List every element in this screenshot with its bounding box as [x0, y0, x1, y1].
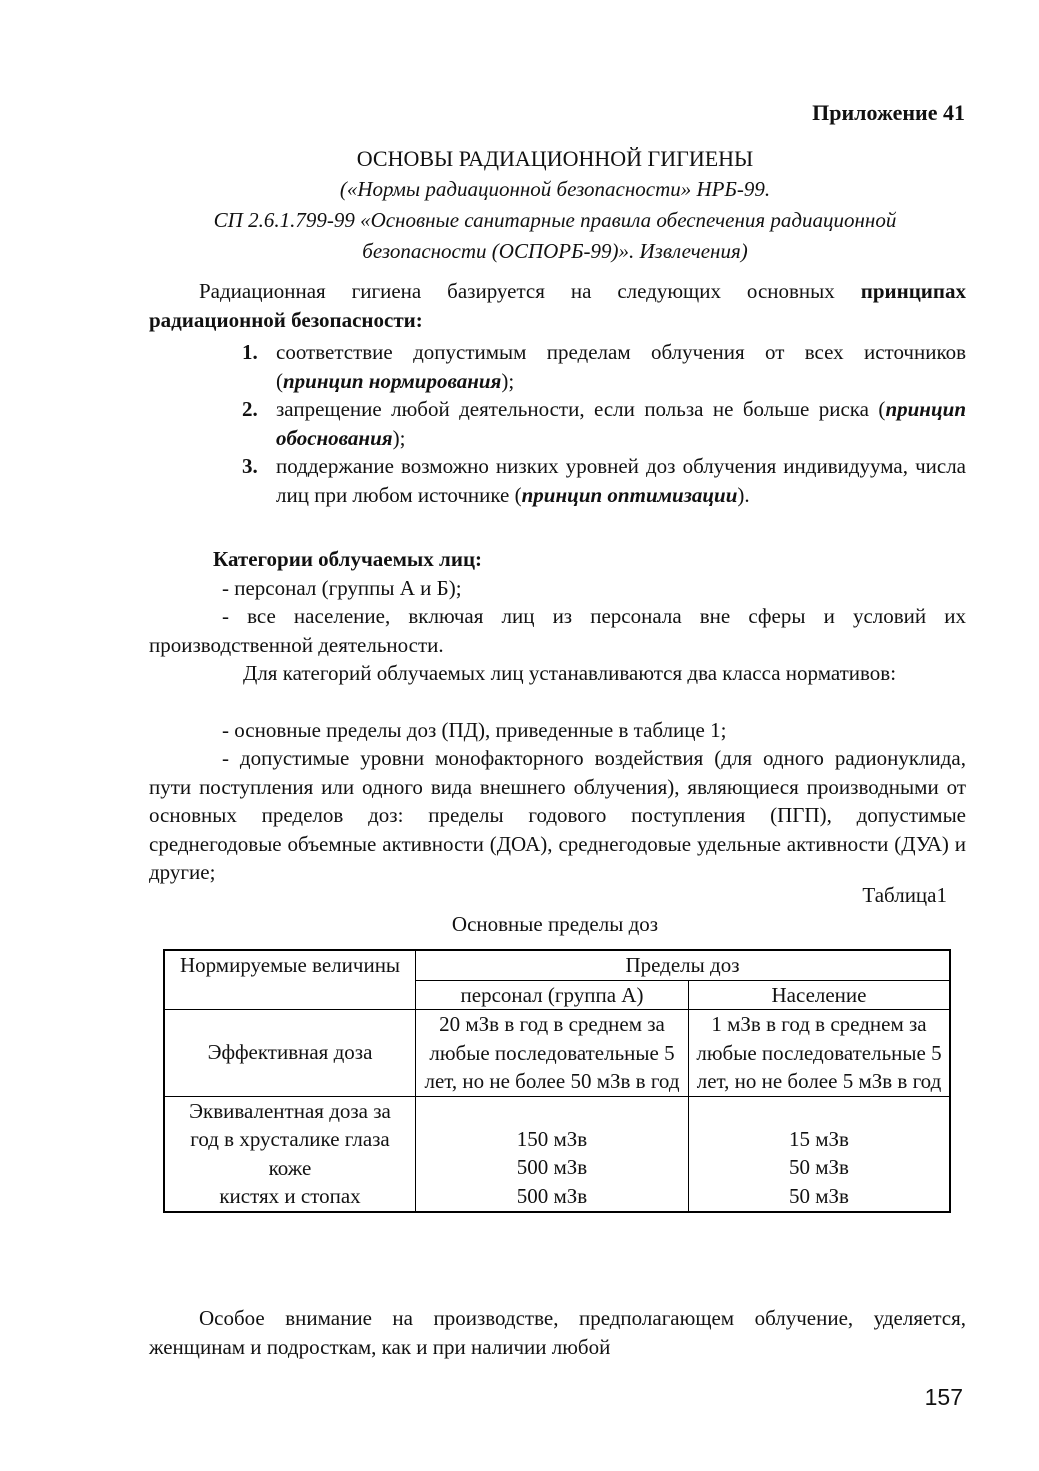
row-equivalent-dose-label [164, 1096, 416, 1212]
principle-name: принцип обоснования [276, 397, 966, 450]
principles-list [240, 338, 966, 509]
row-effective-dose-personnel: 20 мЗв в год в среднем за любые последовательные 5 лет, но не более 50 мЗв в год [416, 1010, 689, 1097]
table-row [164, 1010, 950, 1097]
header-population: Население [689, 980, 951, 1010]
header-quantity: Нормируемые величины [164, 950, 416, 1010]
document-subtitle-line-2: СП 2.6.1.799-99 «Основные санитарные правила обеспечения радиационной [213, 208, 897, 232]
row-equivalent-dose-personnel [416, 1096, 689, 1212]
dose-value: 500 мЗв [516, 1155, 588, 1179]
principle-item [240, 338, 966, 395]
equivalent-dose-label-line: кистях и стопах [219, 1184, 361, 1208]
closing-paragraph: Особое внимание на производстве, предполагающем облучение, уделяется, женщинам и подросткам, как и при наличии любой [149, 1306, 966, 1359]
table-caption: Основные пределы доз [451, 912, 659, 936]
principle-text: соответствие допустимым пределам облучения от всех источников ( [276, 340, 966, 393]
principle-text: поддержание возможно низких уровней доз облучения индивидуума, числа лиц при любом источнике ( [276, 454, 966, 507]
category-personnel: - персонал (группы А и Б); [222, 576, 462, 600]
row-effective-dose-population: 1 мЗв в год в среднем за любые последовательные 5 лет, но не более 5 мЗв в год [689, 1010, 951, 1097]
intro-text: Радиационная гигиена базируется на следующих основных [199, 279, 861, 303]
intro-paragraph [149, 277, 966, 334]
row-equivalent-dose-population [689, 1096, 951, 1212]
row-effective-dose-label: Эффективная доза [164, 1010, 416, 1097]
categories-heading-text: Категории облучаемых лиц: [213, 547, 483, 571]
equivalent-dose-label-line: Эквивалентная доза за [189, 1098, 391, 1123]
dose-value: 50 мЗв [789, 1183, 849, 1208]
header-dose-limits: Пределы доз [416, 950, 951, 980]
class-item-2: - допустимые уровни монофакторного воздействия (для одного радионуклида, пути поступления или одного вида внешнего облучения), являющиеся производными от основных пределов доз: пределы годового поступления (ПГП), допустимые среднегодовые объемные активности (ДОА), среднегодовые удельные активности (ДУА) и другие; [149, 746, 966, 884]
dose-value: 500 мЗв [516, 1183, 588, 1208]
principle-item [240, 452, 966, 509]
table-number: Таблица1 [862, 883, 947, 907]
principle-tail: ); [392, 425, 406, 450]
principle-item [240, 395, 966, 452]
table-header-row [164, 950, 950, 980]
categories-heading [213, 545, 966, 574]
page-number: 157 [924, 1384, 963, 1410]
principle-tail: ). [737, 482, 750, 507]
dose-value: 15 мЗв [789, 1126, 849, 1151]
equivalent-dose-label-line: коже [268, 1155, 312, 1180]
document-subtitle-line-1: («Нормы радиационной безопасности» НРБ-99. [339, 177, 771, 201]
appendix-label: Приложение 41 [812, 100, 965, 125]
principle-text: запрещение любой деятельности, если польза не больше риска ( [276, 397, 886, 421]
header-personnel: персонал (группа А) [416, 980, 689, 1010]
dose-limits-table [163, 949, 951, 1213]
principle-name: принцип нормирования [283, 368, 502, 393]
principle-tail: ); [501, 368, 515, 393]
table-row [164, 1096, 950, 1212]
intro-bold: принципах радиационной безопасности: [149, 279, 966, 332]
class-item-1: - основные пределы доз (ПД), приведенные в таблице 1; [222, 718, 727, 742]
title-block [140, 143, 970, 267]
document-subtitle-line-3: безопасности (ОСПОРБ-99)». Извлечения) [362, 239, 748, 263]
principle-number: 1. [242, 340, 258, 364]
principle-name: принцип оптимизации [521, 482, 738, 507]
classes-intro: Для категорий облучаемых лиц устанавливаются два класса нормативов: [243, 661, 897, 685]
dose-value: 150 мЗв [516, 1126, 588, 1151]
document-title: ОСНОВЫ РАДИАЦИОННОЙ ГИГИЕНЫ [356, 146, 754, 171]
dose-value: 50 мЗв [789, 1155, 849, 1179]
principle-number: 2. [242, 397, 258, 421]
principle-number: 3. [242, 454, 258, 478]
equivalent-dose-label-line: год в хрусталике глаза [190, 1127, 390, 1151]
category-population: - все население, включая лиц из персонала вне сферы и условий их производственной деятельности. [149, 604, 966, 657]
